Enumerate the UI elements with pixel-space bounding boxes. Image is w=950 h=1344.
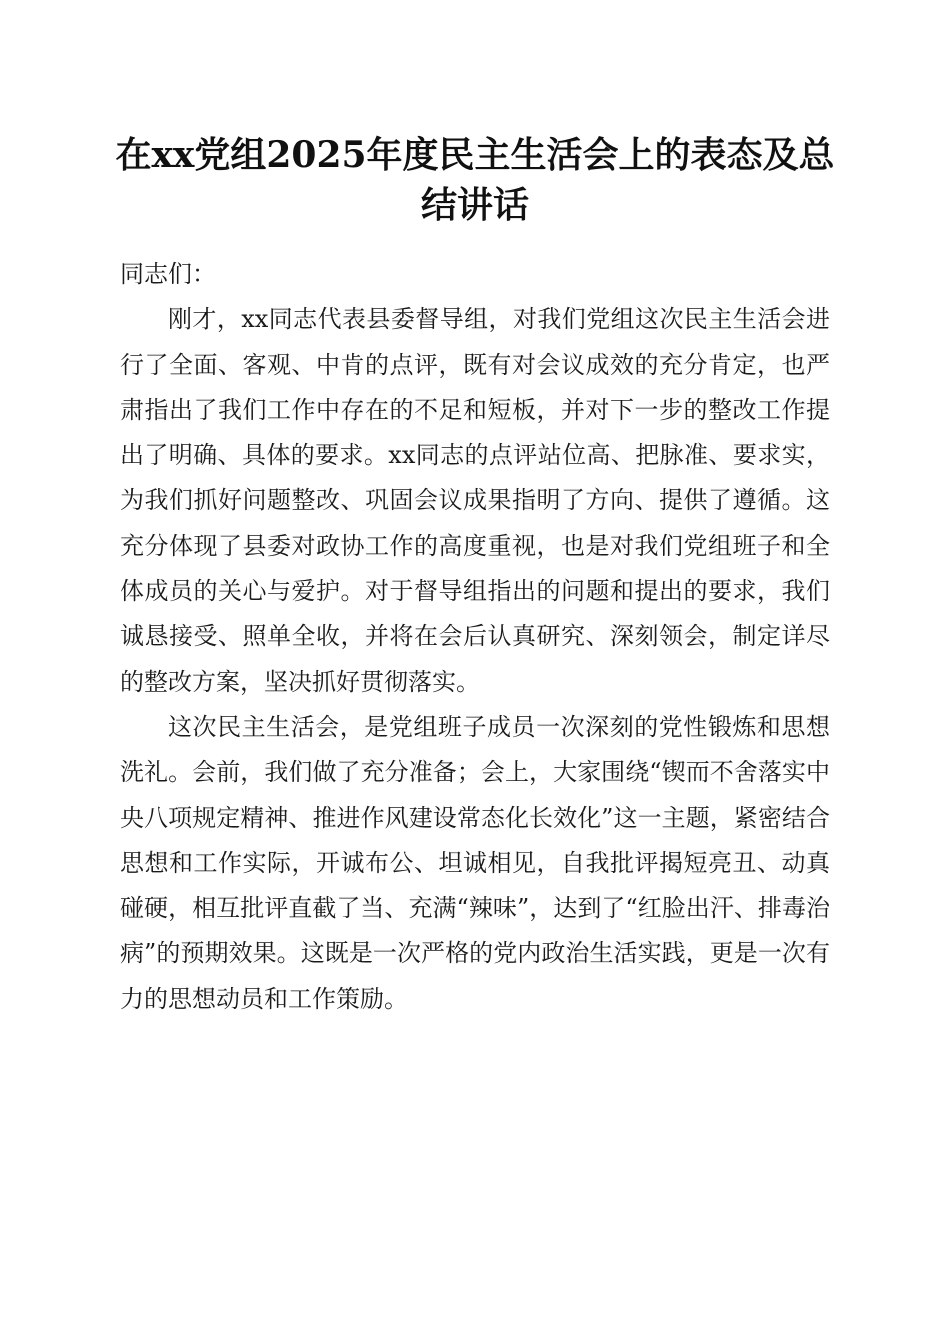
- paragraph-2: 这次民主生活会，是党组班子成员一次深刻的党性锻炼和思想洗礼。会前，我们做了充分准备；会上，大家围绕“锲而不舍落实中央八项规定精神、推进作风建设常态化长效化”这一主题，紧密结合思想和工作实际，开诚布公、坦诚相见，自我批评揭短亮丑、动真碰硬，相互批评直截了当、充满“辣味”，达到了“红脸出汗、排毒治病”的预期效果。这既是一次严格的党内政治生活实践，更是一次有力的思想动员和工作策励。: [120, 712, 830, 1013]
- document-title: 在xx党组2025年度民主生活会上的表态及总结讲话: [115, 134, 835, 226]
- document-body: [120, 252, 830, 1022]
- paragraph-1: 刚才，xx同志代表县委督导组，对我们党组这次民主生活会进行了全面、客观、中肯的点评，既有对会议成效的充分肯定，也严肃指出了我们工作中存在的不足和短板，并对下一步的整改工作提出了明确、具体的要求。xx同志的点评站位高、把脉准、要求实，为我们抓好问题整改、巩固会议成果指明了方向、提供了遵循。这充分体现了县委对政协工作的高度重视，也是对我们党组班子和全体成员的关心与爱护。对于督导组指出的问题和提出的要求，我们诚恳接受、照单全收，并将在会后认真研究、深刻领会，制定详尽的整改方案，坚决抓好贯彻落实。: [120, 305, 830, 696]
- salutation: 同志们：: [120, 260, 216, 288]
